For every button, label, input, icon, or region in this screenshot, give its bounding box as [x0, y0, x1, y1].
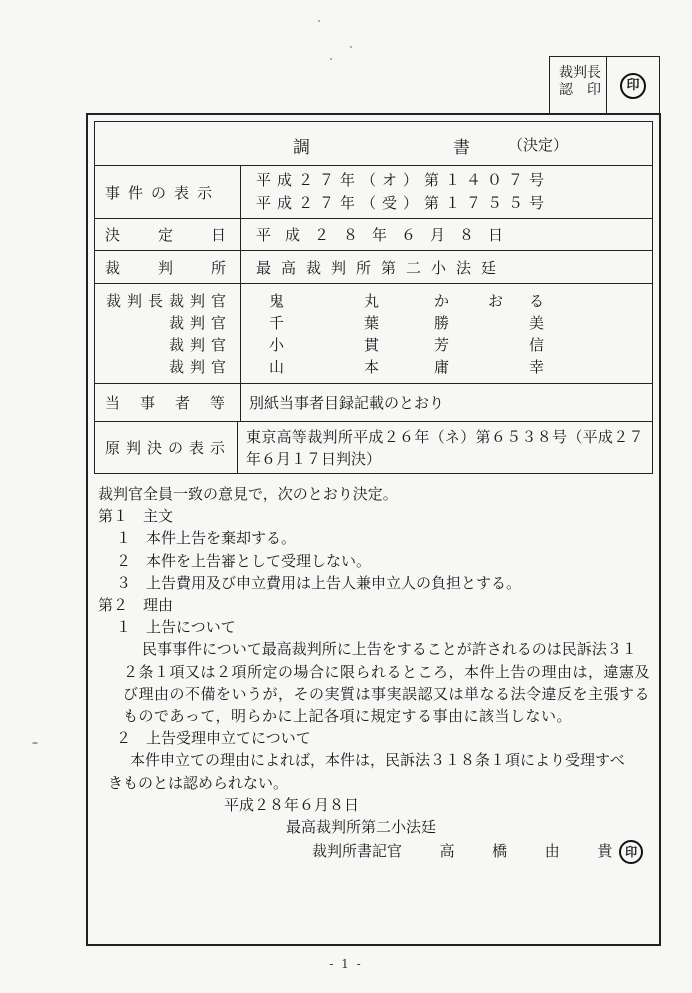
case-number-1: 平成２７年（オ）第１４０７号 [256, 171, 551, 189]
scan-speck [318, 20, 320, 22]
party-value: 別紙当事者目録記載のとおり [249, 394, 445, 412]
original-label: 原判決の表示 [105, 439, 232, 457]
judge-name-part: 本 [364, 357, 380, 376]
court-label: 裁判所 [105, 258, 265, 277]
judges-value-cell [241, 284, 652, 383]
judge-name-part: 山 [269, 357, 285, 376]
reason2-line1: 本件申立ての理由によれば，本件は，民訴法３１８条１項により受理すべ [130, 751, 625, 770]
court-value-cell [241, 251, 652, 283]
clerk-title: 裁判所書記官 [312, 842, 403, 861]
date-value-cell [241, 219, 652, 250]
judge-role: 裁判官 [168, 357, 232, 376]
judge-role: 裁判官 [168, 313, 232, 332]
reason2-heading: ２ 上告受理申立てについて [116, 729, 311, 748]
original-value-cell [238, 422, 654, 473]
judge-name-part: 信 [529, 335, 545, 354]
party-label-cell [95, 384, 246, 421]
title-row [95, 122, 652, 165]
judge-name-part: 幸 [529, 357, 545, 376]
court-row [95, 250, 652, 283]
order-item-2: ２ 本件を上告審として受理しない。 [116, 551, 372, 570]
court-name: 最高裁判所第二小法廷 [256, 258, 507, 277]
decision-date-row [95, 218, 652, 250]
order-item-1: １ 本件上告を棄却する。 [116, 529, 297, 548]
judge-name-part: 丸 [364, 291, 380, 310]
judges-row [95, 283, 652, 383]
judge-name-part: 庸 [434, 357, 450, 376]
decision-body [98, 483, 651, 864]
title-part3: （決定） [508, 136, 569, 154]
judge-name-part: る [529, 291, 545, 310]
stamp-seal-cell [607, 57, 659, 114]
judge-name [269, 312, 642, 334]
original-judgment-line2: 年６月１７日判決） [246, 449, 382, 468]
date-label-cell [95, 219, 265, 250]
judge-name-part: 貫 [364, 335, 380, 354]
closing-court: 最高裁判所第二小法廷 [286, 818, 437, 837]
reason1-heading: １ 上告について [116, 618, 236, 637]
document-frame [86, 113, 661, 946]
date-label: 決定日 [105, 226, 265, 244]
stamp-label-line2: 認 印 [559, 82, 601, 98]
judges-label-cell [95, 284, 241, 383]
clerk-name-part: 高 [439, 842, 455, 861]
judge-name-part: 勝 [434, 313, 450, 332]
decision-date: 平成２８年６月８日 [256, 226, 518, 244]
scan-speck [330, 58, 332, 60]
intro-text: 裁判官全員一致の意見で，次のとおり決定。 [98, 485, 398, 503]
stamp-label [550, 57, 607, 114]
reason1-line4: ものであって，明らかに上記各項に規定する事由に該当しない。 [123, 707, 573, 726]
section1-heading: 第１ 主文 [98, 507, 174, 526]
approval-stamp-box [549, 56, 660, 114]
case-label-cell [95, 166, 241, 218]
title-part1: 調 [293, 138, 310, 158]
clerk-name-part: 貴 [597, 842, 613, 861]
case-display-row [95, 165, 652, 218]
judge-name-part: 小 [269, 335, 285, 354]
court-label-cell [95, 251, 265, 283]
order-item-3: ３ 上告費用及び申立費用は上告人兼申立人の負担とする。 [116, 573, 522, 592]
judge-name-part: 芳 [434, 335, 450, 354]
clerk-name-part: 橋 [492, 842, 508, 861]
original-judgment-line1: 東京高等裁判所平成２６年（ネ）第６５３８号（平成２７ [246, 427, 644, 446]
reason1-line3: び理由の不備をいうが，その実質は事実誤認又は単なる法令違反を主張する [123, 684, 651, 703]
section2-heading: 第２ 理由 [98, 596, 174, 615]
clerk-name-part: 由 [544, 842, 560, 861]
clerk-seal-icon: 印 [619, 840, 643, 864]
party-value-cell [241, 384, 652, 421]
case-number-2: 平成２７年（受）第１７５５号 [256, 194, 551, 212]
seal-icon: 印 [620, 73, 646, 99]
judge-role: 裁判官 [168, 335, 232, 354]
scan-speck [350, 46, 352, 48]
judge-name [269, 356, 642, 378]
reason2-line2: きものとは認められない。 [108, 773, 289, 792]
case-value-cell [241, 166, 652, 218]
judge-name [269, 290, 642, 312]
parties-row [95, 383, 652, 421]
original-label-cell [95, 422, 238, 473]
case-label: 事件の表示 [105, 183, 221, 202]
case-info-table [94, 121, 653, 474]
clerk-signature [98, 840, 648, 864]
reason1-line2: ２条１項又は２項所定の場合に限られるところ，本件上告の理由は，違憲及 [123, 662, 651, 681]
page-number: - 1 - [329, 957, 363, 971]
judge-role: 裁判長裁判官 [105, 291, 232, 310]
judge-name-part: か お [434, 291, 516, 310]
judge-name-part: 鬼 [269, 291, 285, 310]
closing-date: 平成２８年６月８日 [224, 795, 360, 814]
judge-name [269, 334, 642, 356]
original-judgment-row [95, 421, 652, 473]
party-label: 当事者等 [105, 394, 246, 412]
judge-name-part: 千 [269, 313, 285, 332]
reason1-line1: 民事事件について最高裁判所に上告をすることが許されるのは民訴法３１ [142, 640, 637, 659]
judge-name-part: 葉 [364, 313, 380, 332]
stamp-label-line1: 裁判長 [559, 65, 601, 81]
title-part2: 書 [453, 138, 470, 158]
scan-speck [32, 742, 38, 744]
judge-name-part: 美 [529, 313, 545, 332]
